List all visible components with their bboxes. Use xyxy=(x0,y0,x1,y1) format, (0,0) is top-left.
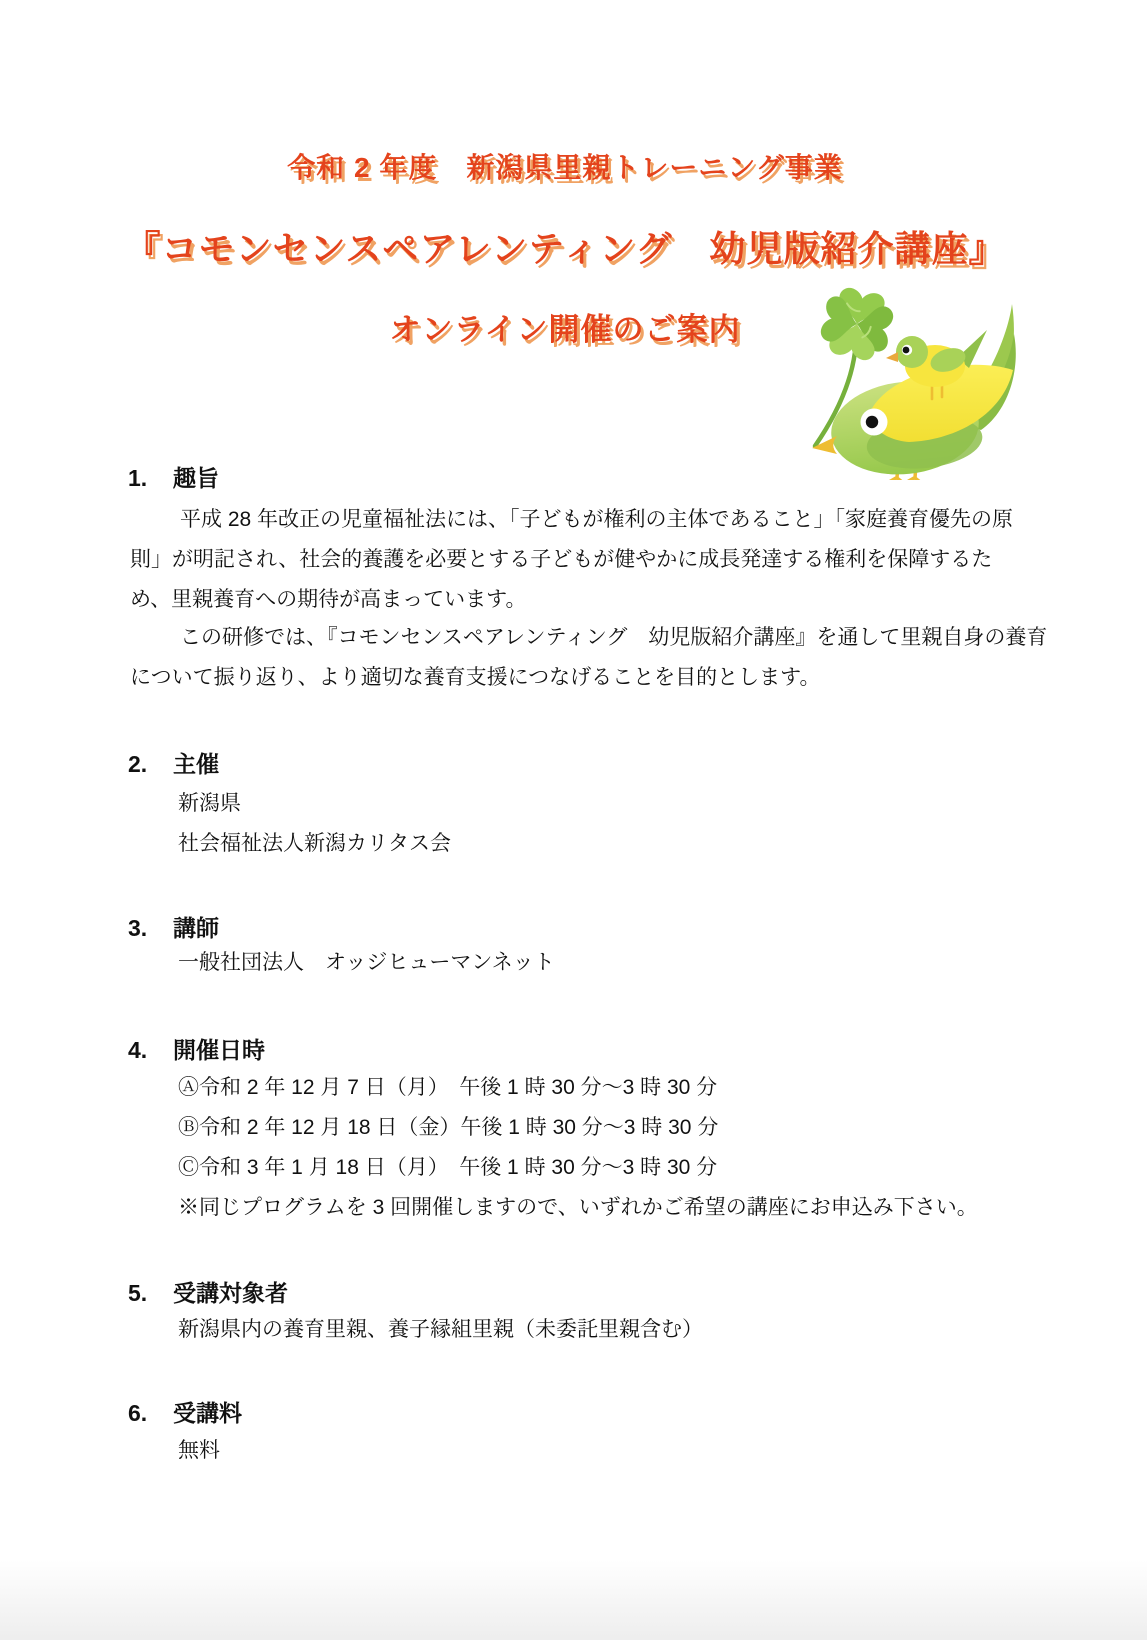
schedule-note: ※同じプログラムを 3 回開催しますので、いずれかご希望の講座にお申込み下さい。 xyxy=(178,1196,978,1219)
list-item: 社会福祉法人新潟カリタス会 xyxy=(178,832,451,855)
section-1-paragraph-2 xyxy=(130,618,1048,698)
section-1-title: 趣旨 xyxy=(173,465,219,491)
section-5-number: 5. xyxy=(128,1280,148,1306)
list-item: 一般社団法人 オッジヒューマンネット xyxy=(178,951,555,974)
page-bottom-fade xyxy=(0,1560,1147,1640)
paragraph-line: め、里親養育への期待が高まっています。 xyxy=(130,588,527,611)
list-item: 無料 xyxy=(178,1439,220,1462)
list-item: 新潟県 xyxy=(178,792,241,815)
section-3-items xyxy=(178,943,1038,983)
schedule-item-c: Ⓒ令和 3 年 1 月 18 日（月） 午後 1 時 30 分～3 時 30 分 xyxy=(178,1156,718,1179)
clover-birds-illustration xyxy=(785,272,1025,480)
title-line-2: 『コモンセンスペアレンティング 幼児版紹介講座』 xyxy=(124,228,1006,269)
paragraph-line: 則」が明記され、社会的養護を必要とする子どもが健やかに成長発達する権利を保障するた xyxy=(130,548,993,571)
section-6-items xyxy=(178,1431,1038,1471)
title-line-1: 令和 2 年度 新潟県里親トレーニング事業 xyxy=(287,152,843,183)
section-4-items xyxy=(178,1068,1038,1228)
paragraph-line: 平成 28 年改正の児童福祉法には、「子どもが権利の主体であること」「家庭養育優先の原 xyxy=(180,508,1014,531)
list-item: 新潟県内の養育里親、養子縁組里親（未委託里親含む） xyxy=(178,1318,703,1341)
section-2-title: 主催 xyxy=(173,751,219,777)
section-6-number: 6. xyxy=(128,1400,148,1426)
section-5-heading xyxy=(128,1278,288,1308)
section-4-heading xyxy=(128,1035,265,1065)
section-1-number: 1. xyxy=(128,465,148,491)
section-2-heading xyxy=(128,749,219,779)
schedule-item-b: Ⓑ令和 2 年 12 月 18 日（金）午後 1 時 30 分～3 時 30 分 xyxy=(178,1116,719,1139)
section-2-items xyxy=(178,784,1038,864)
paragraph-line: について振り返り、より適切な養育支援につなげることを目的とします。 xyxy=(130,666,821,689)
section-3-heading xyxy=(128,913,219,943)
section-3-number: 3. xyxy=(128,915,148,941)
schedule-item-a: Ⓐ令和 2 年 12 月 7 日（月） 午後 1 時 30 分～3 時 30 分 xyxy=(178,1076,718,1099)
clover-birds-icon xyxy=(785,272,1025,480)
section-4-number: 4. xyxy=(128,1037,148,1063)
section-5-title: 受講対象者 xyxy=(173,1280,288,1306)
section-3-title: 講師 xyxy=(173,915,219,941)
section-4-title: 開催日時 xyxy=(173,1037,265,1063)
section-6-title: 受講料 xyxy=(173,1400,242,1426)
section-1-heading xyxy=(128,463,219,493)
title-line-3: オンライン開催のご案内 xyxy=(389,312,741,347)
section-1-paragraph-1 xyxy=(130,500,1030,620)
paragraph-line: この研修では、『コモンセンスペアレンティング 幼児版紹介講座』を通して里親自身の養育 xyxy=(180,626,1048,649)
section-2-number: 2. xyxy=(128,751,148,777)
section-5-items xyxy=(178,1310,1038,1350)
section-6-heading xyxy=(128,1398,242,1428)
